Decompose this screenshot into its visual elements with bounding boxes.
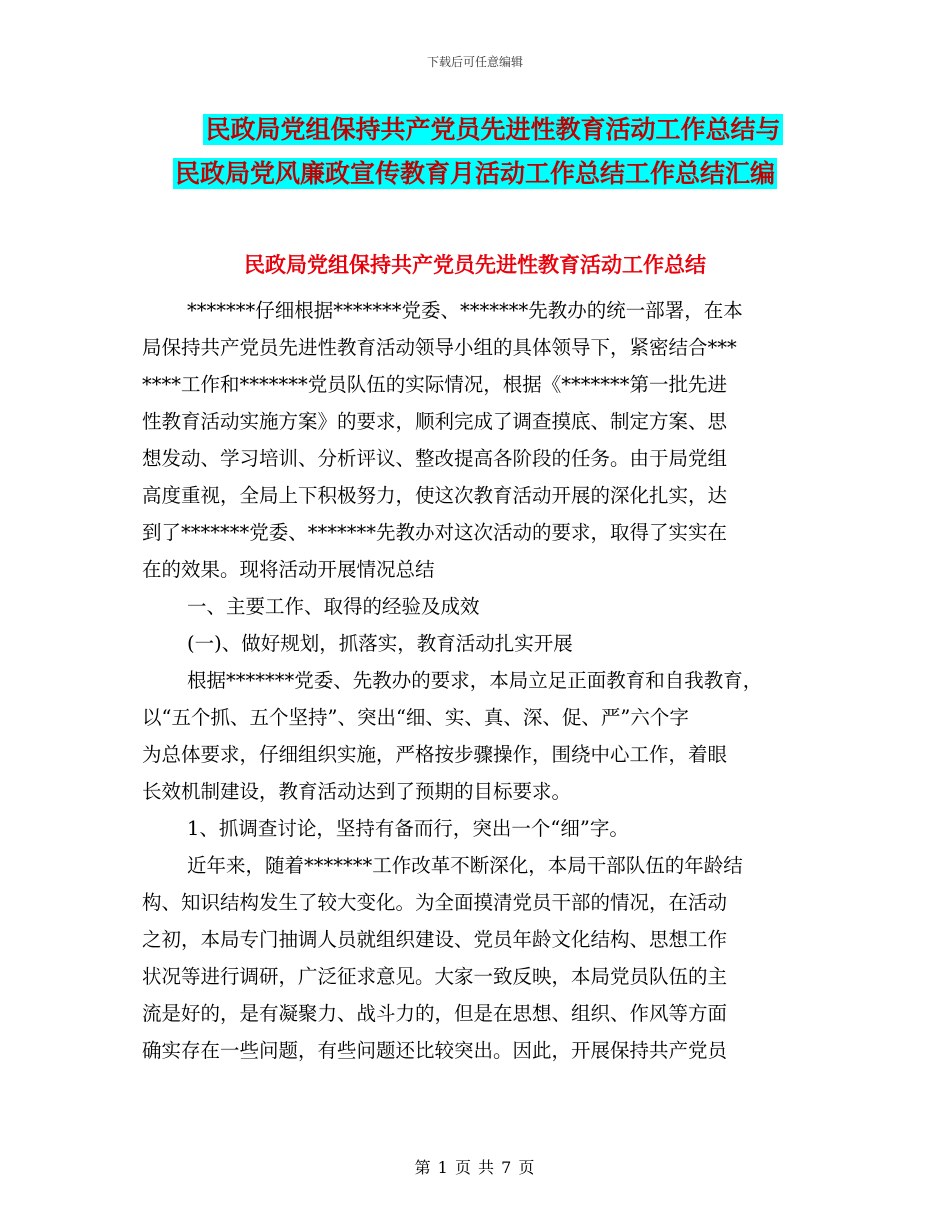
main-title-line-2 — [0, 155, 950, 193]
body-line: *******仔细根据*******党委、*******先教办的统一部署，在本 — [187, 299, 743, 322]
body-line: 在的效果。现将活动开展情况总结 — [142, 558, 435, 581]
body-line: 状况等进行调研，广泛征求意见。大家一致反映，本局党员队伍的主 — [142, 965, 728, 988]
body-line: 流是好的，是有凝聚力、战斗力的，但是在思想、组织、作风等方面 — [142, 1002, 728, 1025]
main-title-line-1-text: 民政局党组保持共产党员先进性教育活动工作总结与 — [205, 115, 781, 144]
body-line: 到了*******党委、*******先教办对这次活动的要求，取得了实实在 — [142, 521, 728, 544]
body-line: 性教育活动实施方案》的要求，顺利完成了调查摸底、制定方案、思 — [142, 410, 728, 433]
heading-level-3: 1、抓调查讨论，坚持有备而行，突出一个“细”字。 — [187, 817, 629, 840]
main-title-line-1 — [0, 111, 950, 149]
body-line: 为总体要求，仔细组织实施，严格按步骤操作，围绕中心工作，着眼 — [142, 743, 728, 766]
section-title: 民政局党组保持共产党员先进性教育活动工作总结 — [244, 253, 706, 277]
body-line: 高度重视，全局上下积极努力，使这次教育活动开展的深化扎实，达 — [142, 484, 728, 507]
body-line: 以“五个抓、五个坚持”、突出“细、实、真、深、促、严”六个字 — [142, 706, 689, 729]
body-line: 长效机制建设，教育活动达到了预期的目标要求。 — [142, 780, 572, 803]
body-line: 想发动、学习培训、分析评议、整改提高各阶段的任务。由于局党组 — [142, 447, 728, 470]
header-note: 下载后可任意编辑 — [426, 55, 523, 69]
main-title-line-2-text: 民政局党风廉政宣传教育月活动工作总结工作总结汇编 — [174, 159, 775, 188]
body-line: 局保持共产党员先进性教育活动领导小组的具体领导下，紧密结合*** — [142, 336, 737, 359]
body-line: 构、知识结构发生了较大变化。为全面摸清党员干部的情况，在活动 — [142, 891, 728, 914]
page-footer: 第 1 页 共 7 页 — [414, 1158, 536, 1177]
body-text — [142, 292, 822, 1069]
body-line: 确实存在一些问题，有些问题还比较突出。因此，开展保持共产党员 — [142, 1039, 728, 1062]
body-line: ****工作和*******党员队伍的实际情况，根据《*******第一批先进 — [142, 373, 728, 396]
heading-level-2: (一)、做好规划，抓落实，教育活动扎实开展 — [187, 632, 573, 655]
body-line: 根据*******党委、先教办的要求，本局立足正面教育和自我教育， — [187, 669, 763, 692]
body-line: 近年来，随着*******工作改革不断深化，本局干部队伍的年龄结 — [187, 854, 743, 877]
heading-level-1: 一、主要工作、取得的经验及成效 — [187, 595, 480, 618]
body-line: 之初，本局专门抽调人员就组织建设、党员年龄文化结构、思想工作 — [142, 928, 728, 951]
